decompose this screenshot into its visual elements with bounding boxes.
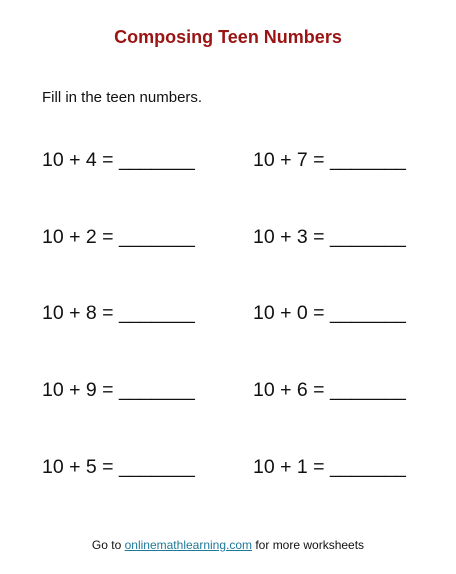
problem-1: 10 + 4 = _______ [42,149,195,171]
footer-suffix: for more worksheets [252,538,365,552]
problem-5: 10 + 8 = _______ [42,302,195,324]
problem-3: 10 + 2 = _______ [42,226,195,248]
footer-prefix: Go to [91,538,125,552]
problem-6: 10 + 0 = _______ [253,302,406,324]
problem-9: 10 + 5 = _______ [42,456,195,478]
problem-2: 10 + 7 = _______ [253,149,406,171]
problem-8: 10 + 6 = _______ [253,379,406,401]
footer-link[interactable]: onlinemathlearning.com [124,538,253,552]
problem-4: 10 + 3 = _______ [253,226,406,248]
problem-7: 10 + 9 = _______ [42,379,195,401]
problem-10: 10 + 1 = _______ [253,456,406,478]
instructions-text: Fill in the teen numbers. [42,89,203,106]
footer [0,538,456,552]
page-title: Composing Teen Numbers [114,27,342,47]
